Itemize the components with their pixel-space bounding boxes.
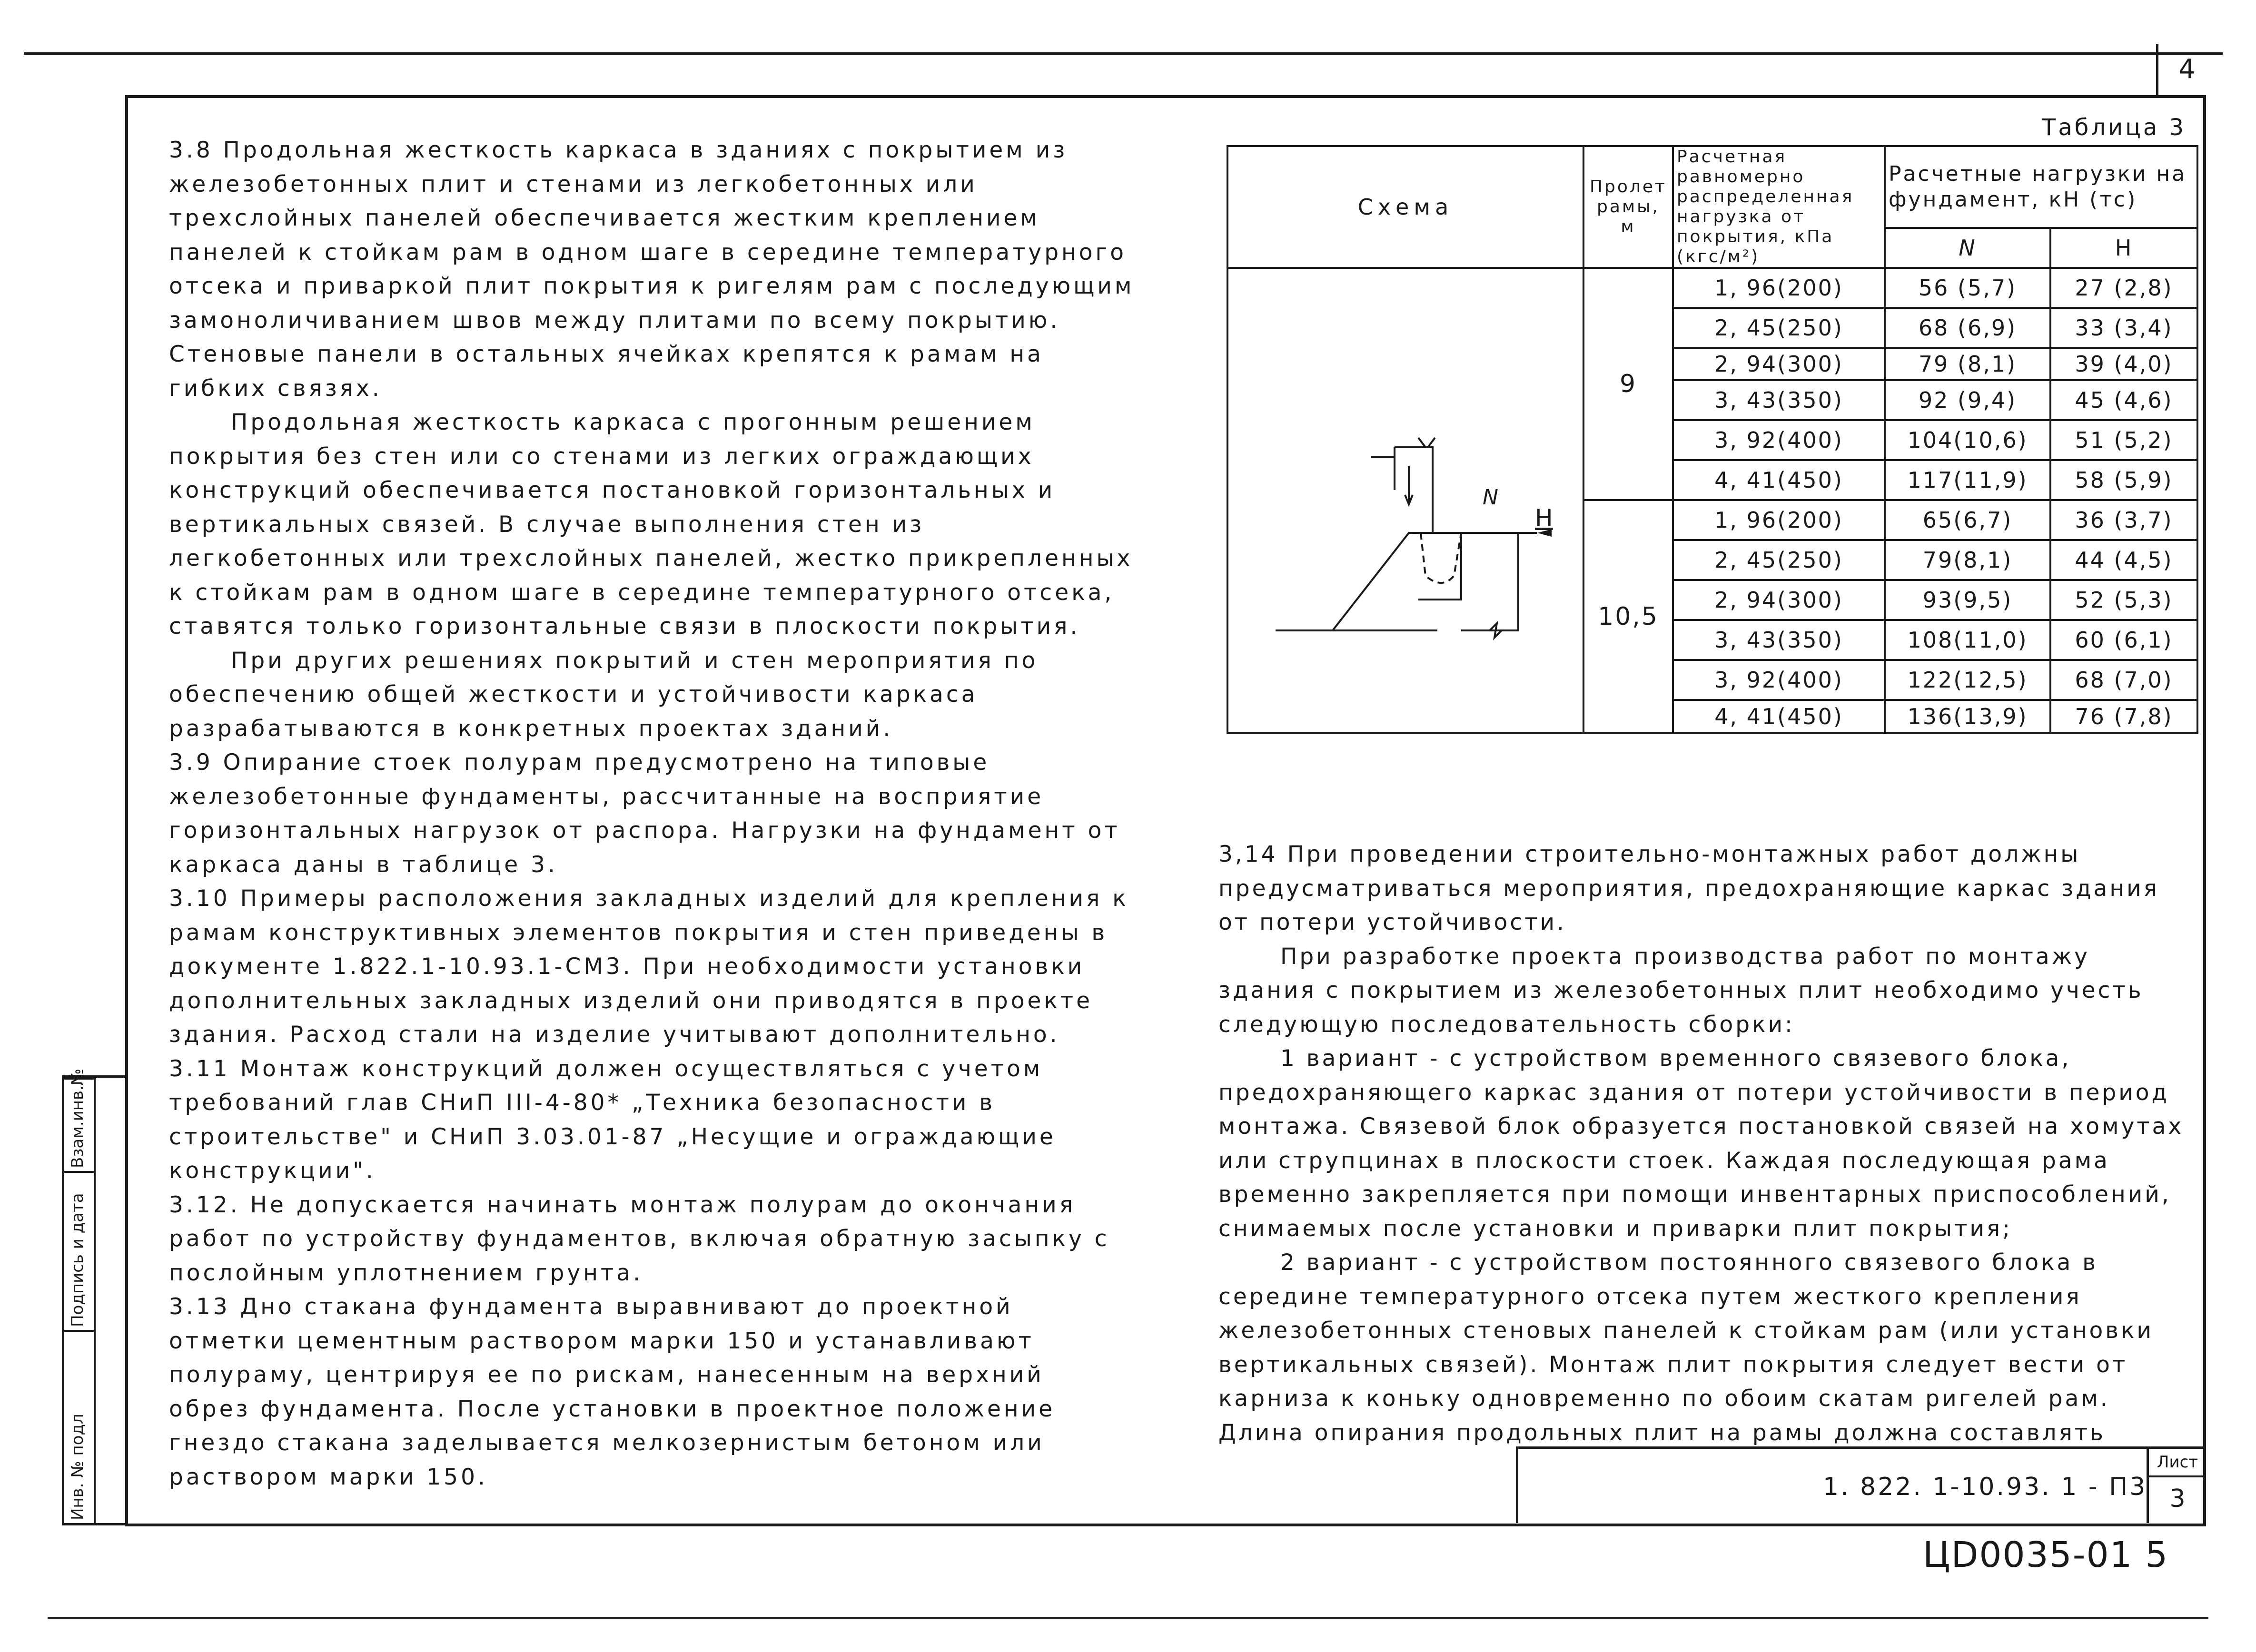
header-foundation: Расчетные нагрузки на фундамент, кН (тс) (1885, 146, 2197, 228)
document-code: 1. 822. 1-10.93. 1 - П3 (1823, 1473, 2147, 1501)
cell-h: 39 (4,0) (2050, 348, 2197, 380)
paragraph-sequence: При разработке проекта производства работ по монтажу здания с покрытием из железобетонных плит необходимо учесть следующую последовательность сборки: (1218, 943, 2144, 1038)
cell-h: 58 (5,9) (2050, 460, 2197, 500)
label-h: H (1535, 504, 1553, 532)
header-n: N (1885, 228, 2050, 268)
span-cell: 10,5 (1583, 500, 1673, 733)
cell-load: 1, 96(200) (1673, 500, 1885, 540)
cell-n: 93(9,5) (1885, 580, 2050, 620)
cell-load: 2, 45(250) (1673, 540, 1885, 580)
cell-load: 4, 41(450) (1673, 460, 1885, 500)
cell-load: 3, 92(400) (1673, 660, 1885, 700)
cell-load: 3, 43(350) (1673, 380, 1885, 420)
cell-h: 45 (4,6) (2050, 380, 2197, 420)
cell-n: 79 (8,1) (1885, 348, 2050, 380)
cell-load: 3, 92(400) (1673, 420, 1885, 460)
cell-h: 76 (7,8) (2050, 700, 2197, 733)
cell-load: 2, 45(250) (1673, 308, 1885, 348)
sheet-label: Лист (2149, 1449, 2206, 1477)
cell-h: 44 (4,5) (2050, 540, 2197, 580)
stamp-separator (64, 1171, 96, 1173)
left-text-column (169, 133, 1135, 1494)
top-rule (24, 52, 2223, 55)
variant-2: 2 вариант - с устройством постоянного связевого блока в середине температурного отсека путем жесткого крепления железобетонных стеновых панелей к стойкам рам (или установки вертикальных связей). Монтаж плит покрытия следует вести от карниза к коньку одновременно по обоим скатам ригелей рам. Длина опирания продольных плит на рамы должна составлять (1218, 1249, 2154, 1446)
header-h: H (2050, 228, 2197, 268)
clause-3-11: 3.11 Монтаж конструкций должен осуществляться с учетом требований глав СНиП III-4-80* „Техника безопасности в строительстве" и СНиП 3.03.01-87 „Несущие и ограждающие конструкции". (169, 1055, 1056, 1184)
cell-n: 122(12,5) (1885, 660, 2050, 700)
cell-n: 92 (9,4) (1885, 380, 2050, 420)
archive-code: ЦD0035-01 5 (1923, 1534, 2169, 1575)
clause-3-10: 3.10 Примеры расположения закладных изделий для крепления к рамам конструктивных элементов покрытия и стен приведены в документе 1.822.1-10.93.1-СМ3. При необходимости установки дополнительных закладных изделий они приводятся в проекте здания. Расход стали на изделие учитывают дополнительно. (169, 885, 1129, 1048)
cell-h: 68 (7,0) (2050, 660, 2197, 700)
cell-n: 136(13,9) (1885, 700, 2050, 733)
table-row (1227, 268, 2197, 308)
cell-n: 104(10,6) (1885, 420, 2050, 460)
column-outline (1395, 447, 1433, 533)
sheet-value: 3 (2169, 1485, 2186, 1513)
bottom-rule (48, 1617, 2208, 1619)
label-n: N (1483, 485, 1498, 510)
cell-h: 52 (5,3) (2050, 580, 2197, 620)
cell-h: 51 (5,2) (2050, 420, 2197, 460)
stamp-label-sign: Подпись и дата (68, 1193, 87, 1327)
span-cell: 9 (1583, 268, 1673, 500)
foundation-scheme-diagram (1237, 419, 1580, 647)
cell-load: 1, 96(200) (1673, 268, 1885, 308)
clause-3-12: 3.12. Не допускается начинать монтаж полурам до окончания работ по устройству фундаментов, включая обратную засыпку с послойным уплотнением грунта. (169, 1191, 1110, 1286)
sheet-number: 4 (2156, 44, 2216, 95)
paragraph-purlin: Продольная жесткость каркаса с прогонным решением покрытия без стен или со стенами из легких ограждающих конструкций обеспечивается постановкой горизонтальных и вертикальных связей. В случае выполнения стен из легкобетонных или трехслойных панелей, жестко прикрепленных к стойкам рам в одном шаге в середине температурного отсека, ставятся только горизонтальные связи в плоскости покрытия. (169, 409, 1133, 639)
clause-3-13: 3.13 Дно стакана фундамента выравнивают до проектной отметки цементным раствором марки 150 и устанавливают полураму, центрируя ее по рискам, нанесенным на верхний обрез фундамента. После установки в проектное положение гнездо стакана заделывается мелкозернистым бетоном или раствором марки 150. (169, 1294, 1056, 1490)
header-scheme: Схема (1227, 146, 1583, 268)
cell-h: 60 (6,1) (2050, 620, 2197, 660)
cell-load: 2, 94(300) (1673, 580, 1885, 620)
header-load: Расчетная равномерно распределенная нагрузка от покрытия, кПа (кгс/м²) (1673, 146, 1885, 268)
sheet-cell (2147, 1449, 2206, 1523)
side-stamp (62, 1068, 128, 1525)
cell-n: 56 (5,7) (1885, 268, 2050, 308)
paragraph-other: При других решениях покрытий и стен мероприятия по обеспечению общей жесткости и устойчивости каркаса разрабатываются в конкретных проектах зданий. (169, 647, 1039, 742)
right-text-column (1218, 837, 2194, 1450)
cell-n: 65(6,7) (1885, 500, 2050, 540)
cell-n: 108(11,0) (1885, 620, 2050, 660)
cell-n: 117(11,9) (1885, 460, 2050, 500)
variant-1: 1 вариант - с устройством временного связевого блока, предохраняющего каркас здания от потери устойчивости в период монтажа. Связевой блок образуется постановкой связей на хомутах или струпцинах в плоскости стоек. Каждая последующая рама временно закрепляется при помощи инвентарных приспособлений, снимаемых после установки и приварки плит покрытия; (1218, 1045, 2184, 1242)
cell-load: 3, 43(350) (1673, 620, 1885, 660)
foundation-outline (1333, 533, 1518, 630)
cell-h: 36 (3,7) (2050, 500, 2197, 540)
cell-h: 27 (2,8) (2050, 268, 2197, 308)
stamp-label-inv: Инв. № подл (68, 1414, 87, 1520)
cell-load: 2, 94(300) (1673, 348, 1885, 380)
stamp-separator (64, 1330, 96, 1332)
header-span: Пролет рамы, м (1583, 146, 1673, 268)
title-block (1516, 1446, 2204, 1523)
cell-n: 79(8,1) (1885, 540, 2050, 580)
table-caption: Таблица 3 (2042, 114, 2187, 141)
clause-3-9: 3.9 Опирание стоек полурам предусмотрено на типовые железобетонные фундаменты, рассчитанные на восприятие горизонтальных нагрузок от распора. Нагрузки на фундамент от каркаса даны в таблице 3. (169, 749, 1120, 878)
clause-3-14: 3,14 При проведении строительно-монтажных работ должны предусматриваться мероприятия, предохраняющие каркас здания от потери устойчивости. (1218, 841, 2159, 935)
cell-n: 68 (6,9) (1885, 308, 2050, 348)
cell-load: 4, 41(450) (1673, 700, 1885, 733)
cell-h: 33 (3,4) (2050, 308, 2197, 348)
stamp-label-replace: Взам.инв.№ (68, 1068, 87, 1168)
clause-3-8: 3.8 Продольная жесткость каркаса в зданиях с покрытием из железобетонных плит и стенами из легкобетонных или трехслойных панелей обеспечивается жестким креплением панелей к стойкам рам в одном шаге в середине температурного отсека и приваркой плит покрытия к ригелям рам с последующим замоноличиванием швов между плитами по всему покрытию. Стеновые панели в остальных ячейках крепятся к рамам на гибких связях. (169, 137, 1135, 402)
